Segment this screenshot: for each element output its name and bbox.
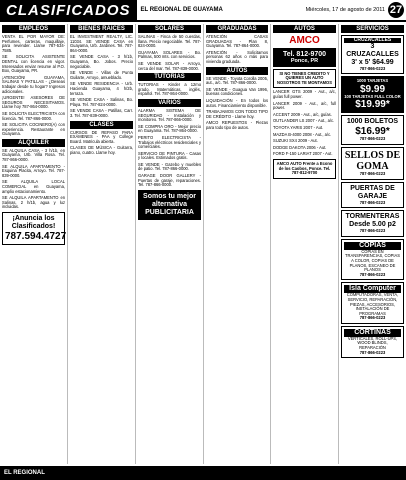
ad-item: ATENCIÓN CASAS GRADUADAS - Plan 8, Guayama. Tel. 787-864-0000. xyxy=(206,34,268,49)
amco-contact xyxy=(273,48,336,67)
ad-item: SE COMPRA ORO - Mejor precio en Guayama. Tel. 787-864-0000. xyxy=(138,123,201,134)
ad-item: SE VENDE CASA - 3 h/1b, Guayama, Bo. Jobos. Precio negociable. xyxy=(70,54,133,69)
ad-item: TRABAJAMOS CON TODO TIPO DE CRÉDITO - Llame hoy. xyxy=(206,109,268,119)
car-listing: OUTLANDER LS 2007 - Aut., a/c. xyxy=(273,118,335,124)
ad-item: AMCO REPUESTOS - Piezas para todo tipo de autos. xyxy=(206,120,268,130)
column-bienes xyxy=(68,24,136,464)
amco-footer: AMCO AUTO Frente a Econo de los Caobos, Ponce. Tel. 787-812-9700 xyxy=(273,159,336,179)
puertas-phone: 787-866-0223 xyxy=(359,199,386,205)
full-color-head: 100 TARJETAS FULL COLOR xyxy=(344,93,401,99)
car-listing: DODGE DAKOTA 2006 - Aut. xyxy=(273,144,327,150)
ad-item: SE VENDE - Villas de Punta Guilarte, Arroyo, amueblado. xyxy=(70,70,133,80)
footer-brand: EL REGIONAL xyxy=(4,470,45,476)
sellos-title: SELLOS DE GOMA xyxy=(344,149,401,172)
header-alquiler: ALQUILER xyxy=(2,139,65,147)
newspaper-name: EL REGIONAL DE GUAYAMA xyxy=(140,7,223,13)
ad-item: VENTA EL POR MAYOR DE: Perfumes, carteras, maquillaje, para revender. Llame 787-534-7585. xyxy=(2,34,65,53)
ad-item: SE VENDE RESIDENCIA - Urb. Hacienda Guayama, 4 h/2b, terraza. xyxy=(70,81,133,96)
cortinas-phone: 787-866-0223 xyxy=(359,349,386,355)
ad-item: ATENCIÓN - Solicitamos personas 62 años o más para vivienda graduada. xyxy=(206,49,268,64)
ad-item: SE VENDE CASA - Salinas, Bo. Playa. Tel. 787-824-0000. xyxy=(70,97,133,107)
amco-city: Ponce, PR xyxy=(290,58,319,64)
column-servicios xyxy=(339,24,406,464)
isla-phone: 787-866-0223 xyxy=(359,315,386,321)
ad-item: ALARMA SISTEMA DE SEGURIDAD - Instalación y monitoreo. Tel. 787-866-0000. xyxy=(138,107,201,123)
section-title: CLASIFICADOS xyxy=(0,0,137,20)
header-autos: AUTOS xyxy=(206,67,268,75)
tickets-phone: 787-866-0223 xyxy=(359,136,386,142)
ad-item: SE SOLICITA ASISTENTE DENTAL con licencia en vigor. Interesados enviar resume al P.O. Box, Guayama, PR. xyxy=(2,54,65,74)
ad-item: ¡URGENTE! ASESORES DE SEGUROS NECESITAMOS. Llame hoy 787-864-0000. xyxy=(2,95,65,110)
ad-item: SE ALQUILA APARTAMENTO - Esquina Placita, Arroyo. Tel. 787-839-0000. xyxy=(2,163,65,178)
puertas-title: PUERTAS DE GARAJE xyxy=(350,184,395,200)
ad-tormenteras xyxy=(341,210,404,237)
header-bienes: BIENES RAICES xyxy=(70,25,133,33)
ad-item: GARAGE DOOR GALLERY - Puertas de garaje, reparaciones. Tel. 787-866-0000. xyxy=(138,173,201,188)
tormenteras-title: TORMENTERAS xyxy=(345,213,400,221)
tarjetas-head: 1000 TARJETAS xyxy=(356,78,389,84)
ad-cruzacalles xyxy=(341,35,404,74)
header-empleos: EMPLEOS xyxy=(2,25,65,33)
column-solares xyxy=(136,24,204,464)
column-graduadas xyxy=(204,24,271,464)
masthead xyxy=(0,0,406,22)
car-listing: MAZDA B-4000 2008 - Aut., a/c. xyxy=(273,131,332,137)
ad-item: SE VENDE - Toyota Corolla 2005, aut., a/c. Tel. 787-866-0000. xyxy=(206,75,268,86)
cortinas-list: VERTICALES, ROLL-UPS, WOOD BLINDS, REPARACIÓN xyxy=(347,335,398,351)
ad-boletos xyxy=(341,115,404,145)
ad-item: EL INVESTMENT REALTY, LIC. 11034. SE VENDE CASA en Guayama, Urb. Jardines. Tel. 787-864-0000. xyxy=(70,34,133,53)
ad-item: SALINAS - Finca de 50 cuerdas, llana. Precio negociable. Tel. 787-824-0000. xyxy=(138,34,201,49)
ad-item: SE VENDE - Gazebo y muebles de patio. Tel. 787-866-0000. xyxy=(138,161,201,172)
issue-date: Miércoles, 17 de agosto de 2011 xyxy=(305,7,385,13)
footer-bar xyxy=(0,466,406,480)
car-listing: LANCER GTS 2009 - Aut., a/c, guías full power. xyxy=(273,89,336,99)
ad-item: PERITO ELECTRICISTA - Trabajos eléctricos residenciales y comerciales. xyxy=(138,134,201,150)
copias-list: COPIAS EN TRANSPARENCIAS, COPIAS A COLOR, COPIAS DE PLANOS, ESCANEO DE PLANOS xyxy=(345,248,400,273)
tickets-price: $16.99* xyxy=(355,126,390,138)
tickets-head: 1000 BOLETOS xyxy=(346,118,399,126)
ad-item: SE ALQUILA CASA - 3 h/1b, en Guayama, Urb. Villa Rosa. Tel. 787-866-0000. xyxy=(2,147,65,163)
promo-phone: 787.594.4727 xyxy=(5,231,67,242)
cortinas-title: CORTINAS xyxy=(344,329,401,337)
header-servicios: SERVICIOS xyxy=(341,25,404,33)
header-autos-2: AUTOS xyxy=(273,25,336,33)
tormenteras-phone: 787-866-0223 xyxy=(359,228,386,234)
promo-publicitaria: Somos tu mejor alternativa PUBLICITARIA xyxy=(138,190,201,220)
ad-item: SE VENDE SOLAR - Arroyo, cerca del mar. Tel. 787-839-0000. xyxy=(138,60,201,71)
ad-item: SE SOLICITA COCINERO(A) con experiencia. Restaurante en Guayama. xyxy=(2,122,65,137)
promo-title: ¡Anuncia los Clasificados! xyxy=(11,215,56,230)
header-tutorias: TUTORIAS xyxy=(138,73,201,81)
car-listing: LANCER 2009 - Aut., a/c, full power. xyxy=(273,100,336,111)
ad-item: TUTORIAS - Kinder a 12mo grado. Matemáticas, inglés, español. Tel. 787-864-0000. xyxy=(138,82,201,97)
ad-sellos xyxy=(341,147,404,180)
amco-logo: AMCO xyxy=(289,35,320,46)
car-listing: TOYOTA YARIS 2007 - Aut. xyxy=(273,124,324,130)
copias-phone: 787-866-0223 xyxy=(359,271,386,277)
cruz-title: 3 CRUZACALLES xyxy=(346,42,399,58)
ad-item: SE ALQUILA LOCAL COMERCIAL en Guayama, amplio estacionamiento. xyxy=(2,179,65,194)
car-listing: FORD F-150 LARIAT 2007 - Aut. xyxy=(273,151,333,157)
amco-phone: Tel. 812-9700 xyxy=(282,51,327,58)
ad-puertas xyxy=(341,182,404,209)
car-listing: SUZUKI SX4 2009 - Aut. xyxy=(273,138,318,144)
isla-list: COMPUTADORAS, VENTA, SERVICIO, REPARACIÓN, PIEZAS, ACCESORIOS, INSTALACIÓN DE PROGRAMAS xyxy=(346,292,399,316)
ad-item: SE VENDE - Guagua Van 1996, buenas condiciones. xyxy=(206,86,268,97)
ad-tarjetas xyxy=(341,76,404,113)
ad-item: SE ALQUILA APARTAMENTO en Salinas, 2 h/1b, agua y luz incluidas. xyxy=(2,195,65,210)
copias-title: COPIAS xyxy=(344,242,401,250)
header-graduadas: GRADUADAS xyxy=(206,25,268,33)
amco-banner xyxy=(273,35,336,46)
ad-item: SE VENDE CASA - Patillas, Carr. 3. Tel. 787-839-0000. xyxy=(70,108,133,118)
full-color-price: $19.99* xyxy=(355,99,390,111)
tormenteras-price: Desde 5.00 p2 xyxy=(349,221,396,229)
sellos-phone: 787-866-0223 xyxy=(359,170,386,176)
ad-item: CLASES DE MÚSICA - Guitarra, piano, cuatro. Llame hoy. xyxy=(70,145,133,155)
ad-item: SERVICIO DE PINTURA - Casas y locales. Estimados gratis. xyxy=(138,150,201,161)
ad-item: ¡ATENCIÓN! GUAYAMA, SALINAS Y PATILLAS - ¿Deseas trabajar desde tu hogar? Ingresos adicionales. xyxy=(2,74,65,94)
promo-box xyxy=(2,212,65,245)
tarjetas-price: $9.99 xyxy=(359,83,386,95)
amco-slogan: SI NO TIENES CREDITO Y QUIERES UN AUTO NOSOTROS TE MONTAMOS xyxy=(273,69,336,89)
column-autos-ad xyxy=(271,24,339,464)
ad-copias xyxy=(341,239,404,281)
header-clases: CLASES xyxy=(70,121,133,129)
ad-item: SE SOLICITA ELECTRICISTA con licencia. Tel. 787-866-0000. xyxy=(2,110,65,121)
ad-item: CURSOS DE REPASO PARA EXÁMENES - PAA y College Board. Matricula abierta. xyxy=(70,129,133,144)
page-number: 27 xyxy=(389,4,403,16)
cruz-phone: 787-866-0223 xyxy=(359,65,386,71)
ad-cortinas xyxy=(341,326,404,358)
cruz-price: 3' x 5' $64.99 xyxy=(351,58,394,66)
car-listing: ACCENT 2009 - Aut., a/c, guías. xyxy=(273,111,332,117)
ad-item: GUAYAMA SOLARES - Bo. Palmas, 500 mts. con servicios. xyxy=(138,49,201,60)
header-solares: SOLARES xyxy=(138,25,201,33)
cruz-head: CRUZACALLES xyxy=(344,38,401,43)
ad-item: LIQUIDACIÓN - En todos los autos. Financiamiento disponible. xyxy=(206,97,268,108)
column-empleos xyxy=(0,24,68,464)
ad-isla-computer xyxy=(341,282,404,324)
header-varios: VARIOS xyxy=(138,99,201,107)
isla-title: Isla Computer xyxy=(344,285,401,293)
